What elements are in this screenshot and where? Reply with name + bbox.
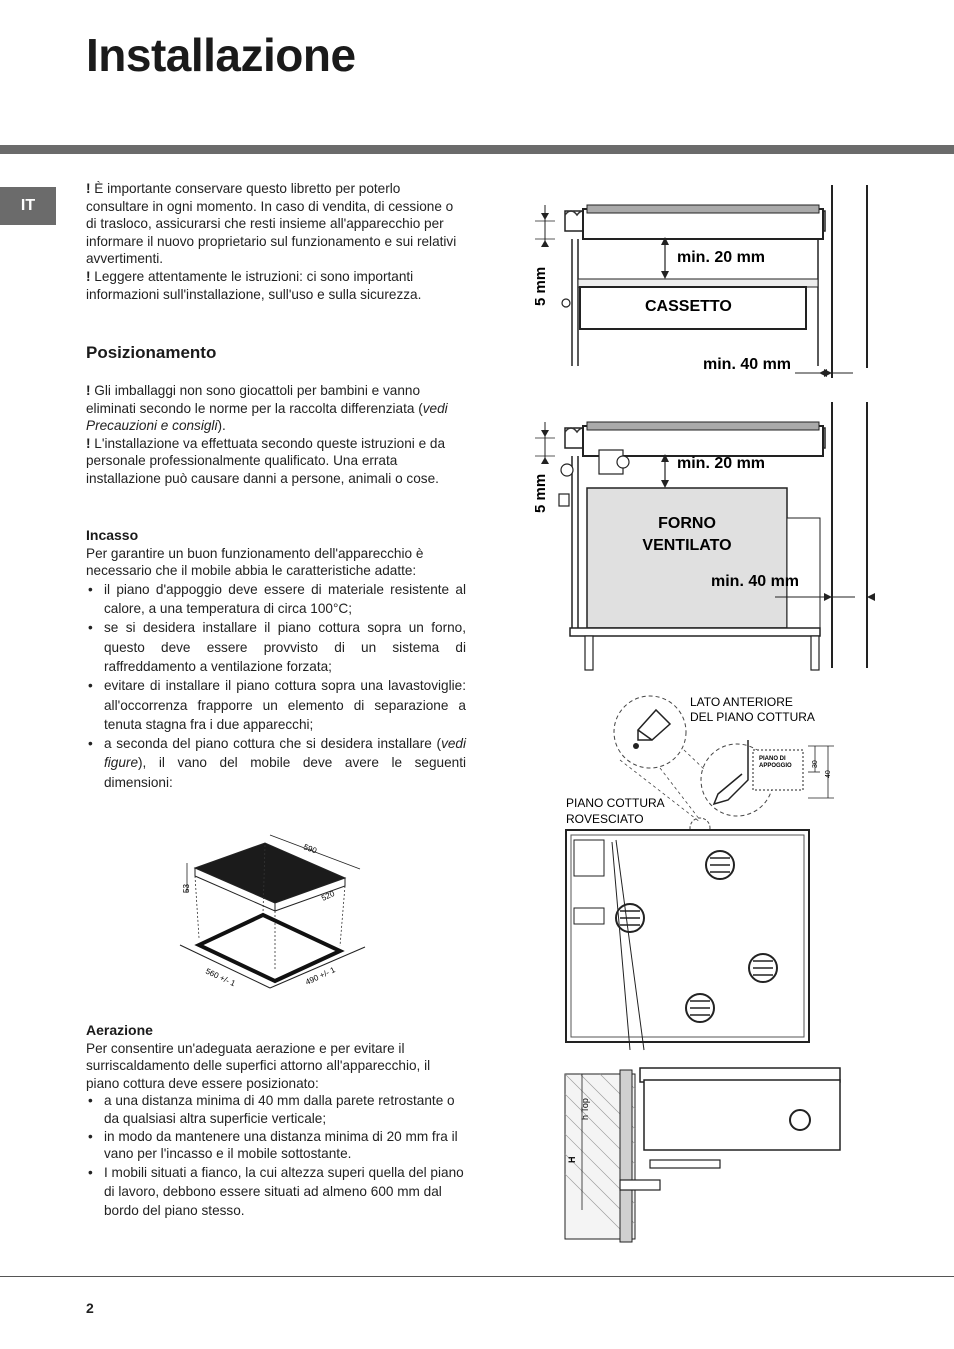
support-label-line-1: PIANO DI	[759, 756, 786, 762]
warning-mark: !	[86, 268, 91, 284]
language-tab: IT	[0, 187, 56, 225]
cross-reference: vedi Precauzioni e consigli	[86, 400, 448, 434]
dim-40-label: 40	[825, 770, 832, 778]
connector	[617, 456, 629, 468]
intro-text-1: È importante conservare questo libretto per poterlo consultare in ogni momento. In caso di vendita, di cessione o di trasloco, assicurarsi che resti insieme all'apparecchio per informare il nuovo proprietario sul funzionamento e sui relativi avvertimenti.	[86, 181, 457, 267]
bracket-icon	[638, 710, 670, 740]
incasso-section	[86, 527, 466, 792]
drawer-top-panel	[578, 279, 818, 287]
drawer-side-label: 5 mm	[532, 266, 549, 306]
incasso-list	[86, 580, 466, 792]
projection-line	[195, 876, 199, 938]
drawer-label: CASSETTO	[645, 298, 732, 315]
hob-glass	[587, 422, 819, 430]
support-bar	[620, 1070, 632, 1242]
arrow-head	[661, 480, 669, 488]
arrow-head	[819, 369, 827, 377]
intro-text-2: Leggere attentamente le istruzioni: ci sono importanti informazioni sull'installazione, sull'uso e sulla sicurezza.	[86, 268, 422, 302]
list-item: • evitare di installare il piano cottura sopra una lavastoviglie: all'occorrenza frapporre un elemento di separazione a tenuta stagna fra i due apparecchi;	[86, 676, 466, 734]
oven-knob	[561, 464, 573, 476]
warning-mark: !	[86, 435, 91, 451]
screw-icon	[633, 743, 639, 749]
footer-rule	[0, 1276, 954, 1277]
upside-down-label-line-2: ROVESCIATO	[566, 812, 644, 826]
posizionamento-text-1: Gli imballaggi non sono giocattoli per bambini e vanno eliminati secondo le norme per la raccolta differenziata (	[86, 383, 423, 416]
support-label-line-2: APPOGGIO	[759, 763, 792, 769]
dim-height-label: 53	[182, 884, 191, 893]
posizionamento-section	[86, 382, 466, 488]
drawer-min-gap-label: min. 20 mm	[677, 249, 766, 266]
list-item	[86, 734, 466, 792]
arrow-head	[661, 271, 669, 279]
page-number: 2	[86, 1300, 94, 1316]
incasso-intro: Per garantire un buon funzionamento dell'apparecchio è necessario che il mobile abbia le caratteristiche adatte:	[86, 545, 424, 579]
arrow-head	[541, 240, 549, 247]
oven-min-wall-label: min. 40 mm	[711, 573, 800, 590]
oven-body	[587, 488, 787, 628]
section-heading-posizionamento: Posizionamento	[86, 343, 217, 362]
list-item: • in modo da mantenere una distanza minima di 20 mm fra il vano per l'incasso e il mobile sottostante.	[86, 1128, 466, 1163]
list-item: • se si desidera installare il piano cottura sopra un forno, questo deve essere provvisto di un sistema di raffreddamento a ventilazione forzata;	[86, 618, 466, 676]
oven-label-line-2: VENTILATO	[642, 537, 732, 554]
posizionamento-paragraph-1	[86, 382, 466, 435]
arrow-head	[541, 430, 549, 437]
oven-side-label: 5 mm	[532, 473, 549, 513]
hob-glass	[587, 205, 819, 213]
drawer-knob	[562, 299, 570, 307]
oven-clearance-figure	[525, 400, 945, 675]
intro-section	[86, 180, 466, 303]
connection-box	[574, 840, 604, 876]
aerazione-section	[86, 1022, 466, 1220]
drawer-min-wall-label: min. 40 mm	[703, 356, 792, 373]
dim-cut-width-label: 560 +/- 1	[204, 966, 237, 989]
dim-depth-label: 520	[320, 889, 336, 903]
header-rule	[0, 145, 954, 154]
h-top-label: h Top	[580, 1098, 590, 1120]
posizionamento-text-1-end: ).	[217, 418, 226, 434]
warning-mark: !	[86, 181, 91, 196]
arrow-head	[824, 593, 832, 601]
bracket-fixing-figure	[560, 690, 845, 1245]
intro-paragraph-1	[86, 180, 466, 268]
aerazione-list	[86, 1092, 466, 1219]
list-item: • il piano d'appoggio deve essere di materiale resistente al calore, a una temperatura di circa 100°C;	[86, 580, 466, 619]
front-side-label-line-2: DEL PIANO COTTURA	[690, 710, 815, 724]
arrow-head	[541, 457, 549, 464]
burner-cup	[790, 1110, 810, 1130]
list-item: • I mobili situati a fianco, la cui altezza superi quella del piano di lavoro, debbono essere situati ad almeno 600 mm dal bordo del piano stesso.	[86, 1163, 466, 1220]
projection-line	[340, 886, 345, 946]
upside-down-label-line-1: PIANO COTTURA	[566, 796, 665, 810]
oven-shelf	[570, 628, 820, 636]
aerazione-intro: Per consentire un'adeguata aerazione e per evitare il surriscaldamento delle superfici attorno all'apparecchio, il piano cottura deve essere posizionato:	[86, 1040, 431, 1091]
dim-cut-depth-label: 490 +/- 1	[304, 965, 337, 987]
warning-mark: !	[86, 383, 91, 398]
clamp-foot	[620, 1180, 660, 1190]
oven-handle	[559, 494, 569, 506]
dim-width-label: 590	[302, 842, 318, 856]
leader-line	[684, 750, 705, 770]
front-side-label-line-1: LATO ANTERIORE	[690, 695, 793, 709]
cutout-dimensions-figure	[175, 833, 375, 1003]
cabinet-leg	[811, 636, 819, 670]
cross-reference: vedi figure	[104, 736, 466, 771]
posizionamento-text-2: L'installazione va effettuata secondo queste istruzioni e da personale professionalmente qualificato. Una errata installazione può causare danni a persone, animali o cose.	[86, 435, 446, 486]
oven-label-line-1: FORNO	[658, 515, 716, 532]
clamp	[650, 1160, 720, 1168]
arrow-head	[541, 213, 549, 220]
leader-line	[660, 768, 700, 820]
cabinet-leg	[585, 636, 593, 670]
page-title: Installazione	[86, 29, 356, 81]
list-item-text: ), il vano del mobile deve avere le seguenti dimensioni:	[104, 755, 466, 790]
hob-body-section	[644, 1080, 840, 1150]
posizionamento-paragraph-2	[86, 435, 466, 488]
oven-min-gap-label: min. 20 mm	[677, 455, 766, 472]
list-item-text: a seconda del piano cottura che si desidera installare (	[104, 736, 442, 752]
intro-paragraph-2	[86, 268, 466, 303]
h-label: H	[567, 1156, 577, 1163]
bracket-profile	[714, 740, 748, 804]
subheading-aerazione: Aerazione	[86, 1022, 153, 1038]
subheading-incasso: Incasso	[86, 527, 139, 543]
list-item: • a una distanza minima di 40 mm dalla parete retrostante o da qualsiasi altra superficie verticale;	[86, 1092, 466, 1127]
drawer-clearance-figure	[525, 183, 945, 383]
connection-box	[574, 908, 604, 924]
dim-30-label: 30	[812, 760, 819, 768]
arrow-head	[867, 593, 875, 601]
